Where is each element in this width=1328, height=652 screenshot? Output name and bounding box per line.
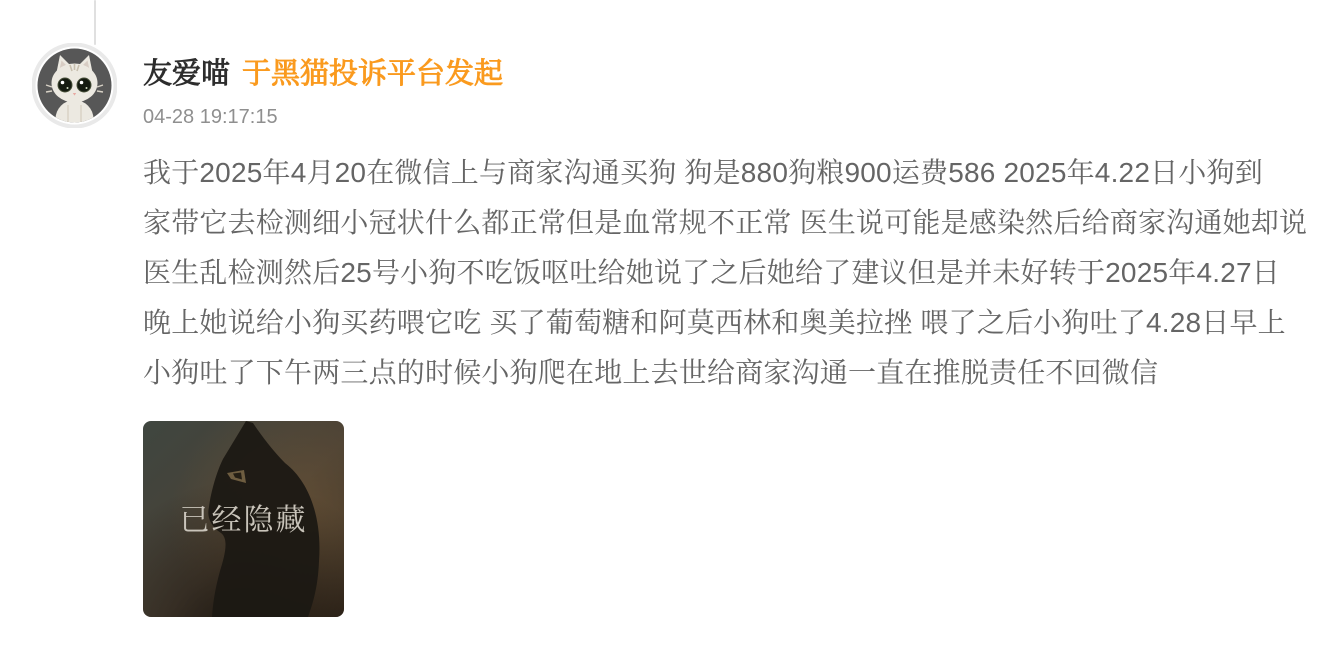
post-image-thumbnail[interactable]: [143, 421, 344, 617]
post-timestamp: 04-28 19:17:15: [143, 106, 278, 128]
body-line: 小狗吐了下午两三点的时候小狗爬在地上去世给商家沟通一直在推脱责任不回微信: [143, 357, 1159, 388]
author-name[interactable]: 友爱喵: [143, 58, 231, 90]
body-line: 家带它去检测细小冠状什么都正常但是血常规不正常 医生说可能是感染然后给商家沟通她却说: [143, 207, 1308, 238]
body-line: 医生乱检测然后25号小狗不吃饭呕吐给她说了之后她给了建议但是并未好转于2025年4.27日: [143, 257, 1280, 288]
hidden-cat-image: [143, 421, 344, 617]
body-line: 晚上她说给小狗买药喂它吃 买了葡萄糖和阿莫西林和奥美拉挫 喂了之后小狗吐了4.28日早上: [143, 307, 1286, 338]
body-line: 我于2025年4月20在微信上与商家沟通买狗 狗是880狗粮900运费586 2025年4.22日小狗到: [143, 157, 1263, 188]
post-header: [143, 57, 1315, 91]
image-hidden-label: 已经隐藏: [179, 504, 308, 538]
source-platform-link[interactable]: 于黑猫投诉平台发起: [242, 58, 504, 90]
avatar[interactable]: [32, 43, 117, 128]
post-body-text: [143, 148, 1315, 398]
post-content: [143, 57, 1315, 617]
thread-connector-line: [94, 0, 96, 45]
cat-avatar-icon: [32, 43, 117, 128]
